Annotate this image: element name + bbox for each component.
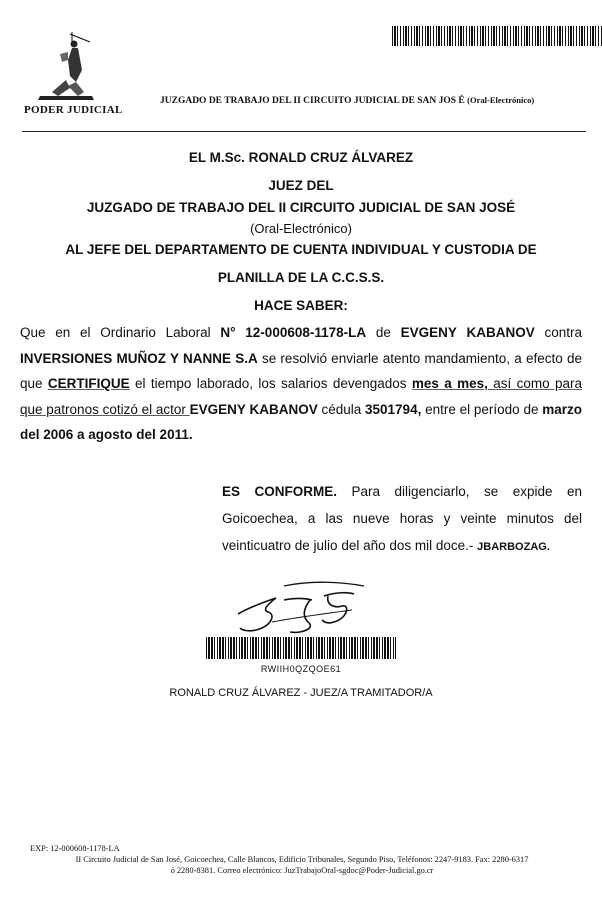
top-barcode (392, 26, 602, 46)
body-text-5: el tiempo laborado, los salarios devengados (129, 376, 412, 391)
body-text-2: de (366, 325, 401, 340)
court-suffix: (Oral-Electrónico) (467, 95, 535, 105)
signer-line: RONALD CRUZ ÁLVAREZ - JUEZ/A TRAMITADOR/A (169, 687, 433, 699)
footer-contact: ó 2280-8381. Correo electrónico: JuzTrabajoOral-sgdoc@Poder-Judicial.go.cr (170, 866, 434, 875)
plaintiff-name: EVGENY KABANOV (400, 325, 535, 340)
header-divider (22, 131, 586, 132)
verification-code: RWIIH0QZQOE61 (260, 664, 342, 674)
body-text-8: entre el período de (421, 401, 543, 417)
signature-barcode (206, 637, 396, 659)
judge-name: EL M.Sc. RONALD CRUZ ÁLVAREZ (188, 150, 414, 165)
conforme-text: Para diligenciarlo, se expide en Goicoechea, a las nueve horas y veinte minutos del veinticuatro de julio del año dos mil doce.- (222, 484, 582, 553)
conforme-label: ES CONFORME. (222, 484, 337, 499)
court-title-sub: (Oral-Electrónico) (250, 221, 352, 236)
recipient-line-2: PLANILLA DE LA C.C.S.S. (217, 270, 385, 285)
hace-saber: HACE SABER: (254, 298, 348, 313)
body-text-7: cédula (317, 401, 366, 417)
certifique-word: CERTIFIQUE (47, 376, 130, 391)
court-name: JUZGADO DE TRABAJO DEL II CIRCUITO JUDICIAL DE SAN JOS É (160, 96, 465, 106)
plaintiff-name-2: EVGENY KABANOV (189, 401, 318, 417)
judge-signature (232, 578, 372, 640)
footer-address: II Circuito Judicial de San José, Goicoechea, Calle Blancos, Edificio Tribunales, Segundo Piso, Teléfonos: 2247-9183. Fax: 2280-6317 (75, 855, 529, 864)
footer-expediente: EXP: 12-000608-1178-LA (30, 844, 120, 853)
period-range: marzo del 2006 a agosto del 2011. (20, 401, 582, 442)
court-header (160, 95, 534, 106)
conforme-paragraph (222, 478, 582, 561)
body-text-4: se resolvió enviarle atento mandamiento, a efecto de que (20, 350, 582, 391)
body-paragraph (20, 320, 582, 448)
recipient-line-1: AL JEFE DEL DEPARTAMENTO DE CUENTA INDIVIDUAL Y CUSTODIA DE (65, 242, 537, 257)
body-text-3: contra (534, 325, 582, 340)
body-text-1: Que en el Ordinario Laboral (20, 325, 221, 340)
justice-statue-logo (32, 30, 104, 102)
id-number: 3501794, (365, 401, 422, 417)
mes-a-mes: mes a mes, (411, 376, 488, 391)
judge-role: JUEZ DEL (268, 178, 334, 193)
court-title: JUZGADO DE TRABAJO DEL II CIRCUITO JUDICIAL DE SAN JOSÉ (86, 200, 516, 215)
clerk-initials: JBARBOZAG. (477, 541, 550, 553)
defendant-name: INVERSIONES MUÑOZ Y NANNE S.A (20, 350, 258, 366)
logo-label: PODER JUDICIAL (24, 104, 123, 116)
body-text-6: así como para que patronos cotizó el actor (20, 376, 582, 417)
case-number: N° 12-000608-1178-LA (220, 325, 367, 340)
